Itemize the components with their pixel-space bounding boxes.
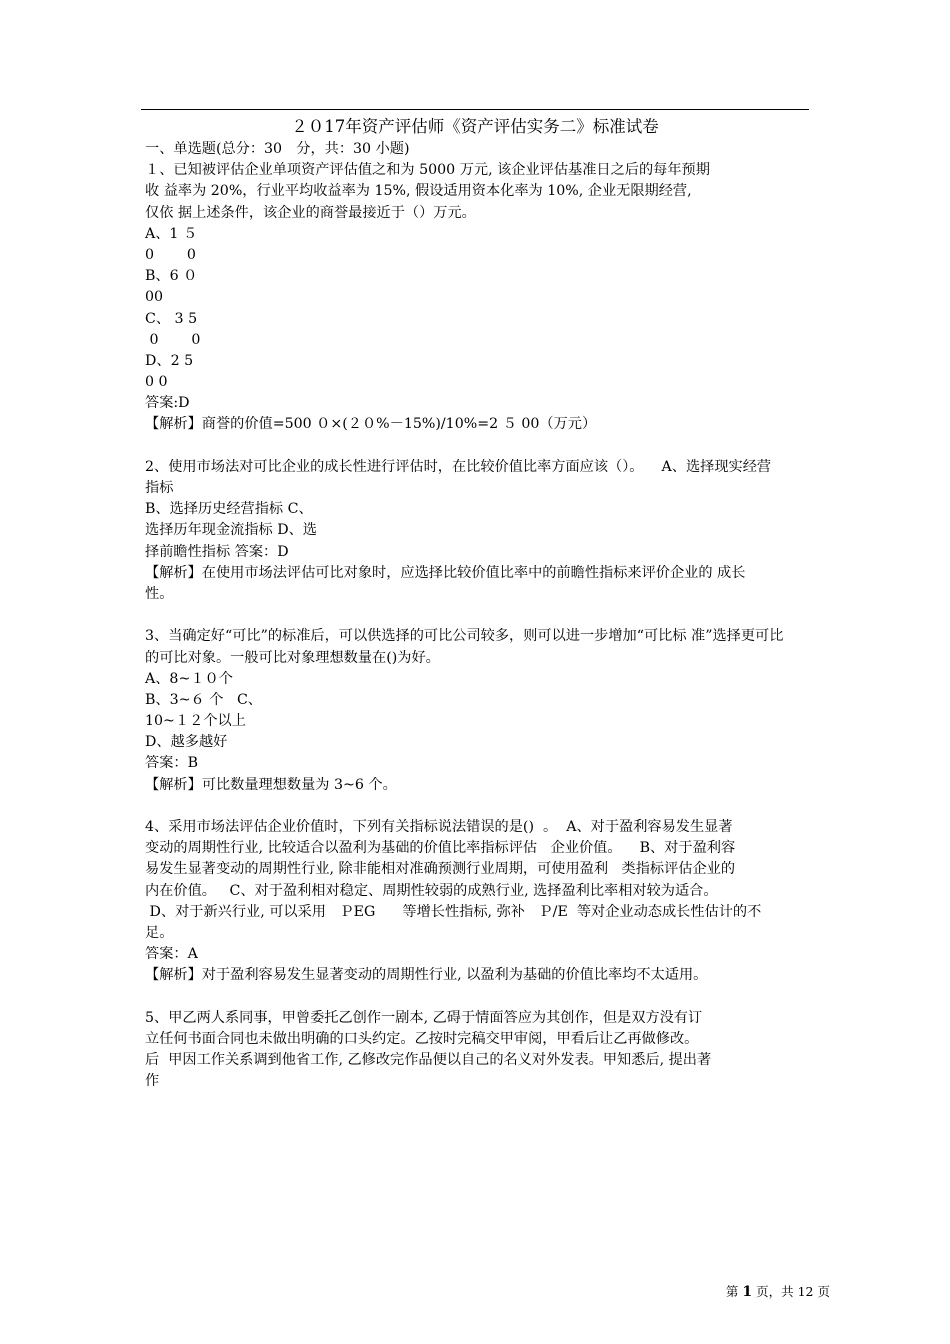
section-heading: 一、单选题(总分：30 分，共：30 小题)	[145, 141, 410, 157]
option-d: D、越多越好	[145, 734, 228, 751]
option-b: B、3~６ 个 C、	[145, 691, 262, 708]
answer: 择前瞻性指标 答案：D	[145, 543, 289, 560]
option-a: A、8~１０个	[145, 670, 233, 687]
question-3: 3、当确定好“可比”的标准后，可以供选择的可比公司较多，则可以进一步增加“可比标 准”选择更可比 的可比对象。一般可比对象理想数量在()为好。 A、8~１０个 B、3~６ 个 C、 10~１２个以上 D、越多越好 答案：B 【解析】可比数量理想数量为 3~6 个。	[145, 626, 945, 796]
header-rule	[141, 109, 809, 110]
document-title: ２０17年资产评估师《资产评估实务二》标准试卷	[291, 117, 659, 136]
question-2: 2、使用市场法对可比企业的成长性进行评估时，在比较价值比率方面应该（）。 A、选择现实经营 指标 B、选择历史经营指标 C、 选择历年现金流指标 D、选 择前瞻性指标 答案：D 【解析】在使用市场法评估可比对象时，应选择比较价值比率中的前瞻性指标来评价企业的 成长 性。	[145, 457, 945, 605]
total-pages: 12	[797, 1284, 814, 1299]
explanation: 【解析】在使用市场法评估可比对象时，应选择比较价值比率中的前瞻性指标来评价企业的 成长	[145, 564, 746, 581]
question-4: 4、采用市场法评估企业价值时，下列有关指标说法错误的是() 。 A、对于盈利容易发生显著 变动的周期性行业, 比较适合以盈利为基础的价值比率指标评估 企业价值。 B、对于盈利容 易发生显著变动的周期性行业, 除非能相对准确预测行业周期，可使用盈利 类指标评估企业的 内在价值。 C、对于盈利相对稳定、周期性较弱的成熟行业, 选择盈利比率相对较为适合。 D、对于新兴行业, 可以采用 ＰEG 等增长性指标, 弥补 Ｐ/E 等对企业动态成长性估计的不 足。 答案：A 【解析】对于盈利容易发生显著变动的周期性行业, 以盈利为基础的价值比率均不太适用。	[145, 817, 945, 987]
option-c: C、 3 5	[145, 310, 198, 327]
question-1: １、已知被评估企业单项资产评估值之和为 5000 万元, 该企业评估基准日之后的每年预期 收 益率为 20%，行业平均收益率为 15%, 假设适用资本化率为 10%, 企业无限期经营, 仅依 据上述条件，该企业的商誉最接近于（）万元。 A、1 ５ 0 0 B、6 ０ 00 C、 3 5 0 0 D、2 5 0 0 答案:D 【解析】商誉的价值=500 ０×(２０%－15%)/10%=2 ５ 00（万元）	[145, 160, 945, 435]
option-d: D、2 5	[145, 352, 194, 369]
option-a: A、1 ５	[145, 225, 198, 242]
explanation: 【解析】对于盈利容易发生显著变动的周期性行业, 以盈利为基础的价值比率均不太适用。	[145, 967, 708, 984]
answer: 答案：A	[145, 946, 198, 963]
question-5: 5、甲乙两人系同事，甲曾委托乙创作一剧本, 乙碍于情面答应为其创作，但是双方没有订 立任何书面合同也未做出明确的口头约定。乙按时完稿交甲审阅，甲看后让乙再做修改。 后 甲因工作关系调到他省工作, 乙修改完作品便以自己的名义对外发表。甲知悉后, 提出著 作	[145, 1009, 712, 1090]
current-page-number: 1	[742, 1284, 753, 1300]
option-b: B、6 ０	[145, 268, 198, 285]
explanation: 【解析】可比数量理想数量为 3~6 个。	[145, 776, 397, 793]
document-body	[145, 139, 945, 1092]
page-footer: 第 1 页，共 12 页	[725, 1284, 830, 1300]
explanation: 【解析】商誉的价值=500 ０×(２０%－15%)/10%=2 ５ 00（万元）	[145, 416, 597, 433]
answer: 答案：B	[145, 755, 198, 772]
answer: 答案:D	[145, 395, 190, 412]
